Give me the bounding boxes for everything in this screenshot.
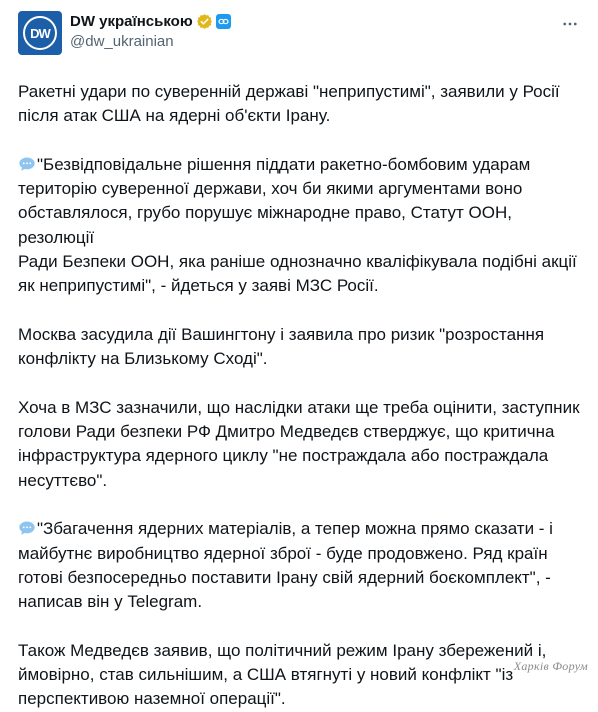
paragraph-1 — [18, 80, 582, 129]
paragraph-text: Москва засудила дії Вашингтону і заявила про ризик "розростання конфлікту на Близькому Сході". — [18, 324, 545, 369]
paragraph-text: "Збагачення ядерних матеріалів, а тепер можна прямо сказати - і майбутнє виробництво ядерної зброї - буде продовжено. Ряд країн готові безпосередньо поставити Ірану свій ядерний боєкомплект", - написав він у Telegram. — [18, 519, 553, 612]
paragraph-text: Хоча в МЗС зазначили, що наслідки атаки ще треба оцінити, заступник голови Ради безпеки РФ Дмитро Медведєв стверджує, що критична інфраструктура ядерного циклу "не постраждала або постраждала несуттєво". — [18, 397, 580, 490]
name-row — [70, 11, 231, 31]
verified-badge-icon — [196, 13, 213, 30]
paragraph-6 — [18, 639, 582, 712]
avatar[interactable] — [18, 11, 62, 55]
paragraph-text: "Безвідповідальне рішення піддати ракетно-бомбовим ударам територію суверенної держави, хоч би якими аргументами воно обставлялося, грубо порушує міжнародне право, Статут ООН, резолюції Ради Безпеки ООН, яка раніше однозначно кваліфікувала подібні акції як неприпустимі", - йдеться у заяві МЗС Росії. — [18, 154, 577, 296]
dw-logo: DW — [23, 16, 57, 50]
paragraph-4 — [18, 396, 582, 493]
author-block — [70, 10, 231, 50]
more-options-icon[interactable] — [558, 12, 582, 36]
tweet-text — [18, 80, 582, 712]
speech-bubble-icon — [18, 155, 36, 171]
paragraph-5 — [18, 517, 582, 614]
watermark: Харків Форум — [513, 659, 588, 673]
paragraph-text: Також Медведєв заявив, що політичний режим Ірану збережений і, ймовірно, став сильнішим, а США втягнуті у новий конфлікт "із перспективою наземної операції". — [18, 640, 547, 709]
tweet-header — [18, 10, 582, 62]
paragraph-text: Ракетні удари по суверенній державі "неприпустимі", заявили у Росії після атак США на ядерні об'єкти Ірану. — [18, 82, 560, 126]
affiliation-link-icon[interactable] — [216, 14, 231, 29]
paragraph-2 — [18, 153, 582, 299]
handle[interactable]: @dw_ukrainian — [70, 33, 174, 50]
display-name[interactable]: DW українською — [70, 12, 193, 30]
speech-bubble-icon — [18, 519, 36, 535]
paragraph-3 — [18, 323, 582, 372]
